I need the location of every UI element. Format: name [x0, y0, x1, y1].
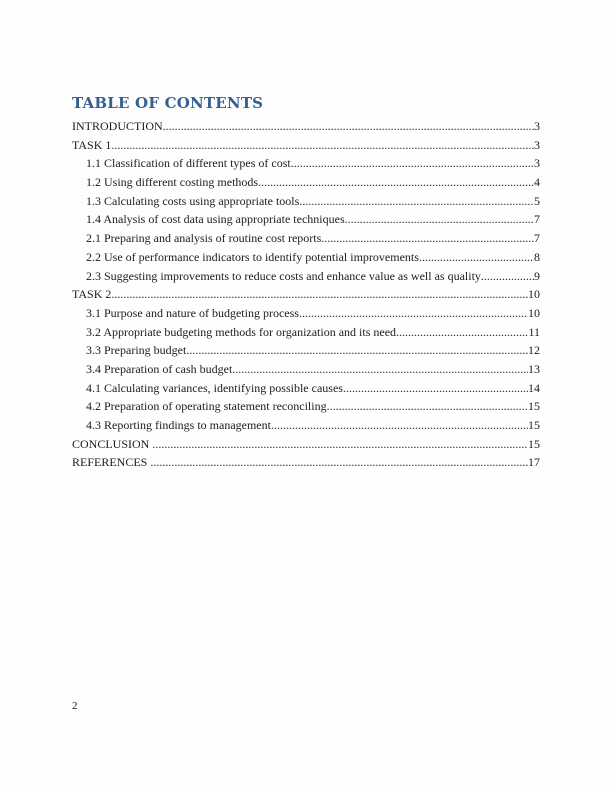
dot-leader — [345, 210, 534, 229]
toc-entry-label: CONCLUSION — [72, 436, 153, 451]
toc-entry-page-number: 14 — [528, 380, 540, 395]
dot-leader — [271, 416, 528, 435]
dot-leader — [111, 136, 534, 155]
dot-leader — [327, 397, 528, 416]
toc-entry-label: 2.3 Suggesting improvements to reduce costs and enhance value as well as quality — [86, 268, 481, 283]
dot-leader — [321, 229, 534, 248]
toc-entry-page-number: 9 — [534, 268, 540, 283]
toc-entry-label: TASK 1 — [72, 137, 112, 152]
toc-entry-page-number: 7 — [534, 212, 540, 227]
dot-leader — [150, 453, 528, 472]
toc-entry[interactable] — [72, 435, 540, 454]
dot-leader — [343, 379, 528, 398]
toc-entry-page-number: 10 — [528, 305, 540, 320]
toc-entry-label: 3.3 Preparing budget — [86, 343, 187, 358]
toc-entry-label: TASK 2 — [72, 287, 112, 302]
toc-entry[interactable] — [72, 154, 540, 173]
toc-entry-label: 2.1 Preparing and analysis of routine cost reports — [86, 231, 322, 246]
dot-leader — [232, 360, 528, 379]
toc-entry[interactable] — [72, 341, 540, 360]
toc-entry[interactable] — [72, 210, 540, 229]
toc-entry-page-number: 15 — [528, 436, 540, 451]
toc-entry-page-number: 12 — [528, 343, 540, 358]
toc-entry-page-number: 15 — [528, 399, 540, 414]
toc-entry[interactable] — [72, 323, 540, 342]
toc-entry-page-number: 8 — [534, 249, 540, 264]
toc-entry-page-number: 4 — [534, 175, 540, 190]
toc-entry[interactable] — [72, 397, 540, 416]
toc-entry-label: 4.2 Preparation of operating statement reconciling — [86, 399, 327, 414]
dot-leader — [163, 117, 534, 136]
toc-entry-label: 3.1 Purpose and nature of budgeting process — [86, 305, 299, 320]
toc-entry[interactable] — [72, 173, 540, 192]
toc-entry-label: 3.4 Preparation of cash budget — [86, 361, 233, 376]
toc-entry-label: 1.2 Using different costing methods — [86, 175, 259, 190]
toc-entry[interactable] — [72, 285, 540, 304]
toc-entry-page-number: 3 — [534, 156, 540, 171]
dot-leader — [291, 154, 534, 173]
toc-entry-label: 4.1 Calculating variances, identifying possible causes — [86, 380, 343, 395]
toc-entry[interactable] — [72, 379, 540, 398]
toc-entry-page-number: 5 — [534, 193, 540, 208]
toc-entry-page-number: 7 — [534, 231, 540, 246]
dot-leader — [396, 323, 528, 342]
toc-entry[interactable] — [72, 360, 540, 379]
toc-entry-page-number: 10 — [528, 287, 540, 302]
dot-leader — [481, 267, 534, 286]
dot-leader — [111, 285, 528, 304]
toc-entry-page-number: 15 — [528, 418, 540, 432]
toc-entry-page-number: 3 — [534, 137, 540, 152]
dot-leader — [152, 435, 528, 454]
footer-page-number: 2 — [72, 700, 78, 712]
toc-entry-page-number: 17 — [528, 455, 540, 470]
dot-leader — [186, 341, 528, 360]
toc-entry[interactable] — [72, 304, 540, 323]
toc-entry-page-number: 13 — [528, 361, 540, 376]
toc-list — [72, 117, 540, 472]
dot-leader — [299, 192, 534, 211]
toc-entry[interactable] — [72, 136, 540, 155]
toc-entry-label: 4.3 Reporting findings to management — [86, 418, 271, 432]
toc-entry[interactable] — [72, 248, 540, 267]
dot-leader — [258, 173, 534, 192]
toc-entry[interactable] — [72, 229, 540, 248]
dot-leader — [419, 248, 534, 267]
toc-entry[interactable] — [72, 192, 540, 211]
toc-entry-label: 1.4 Analysis of cost data using appropriate techniques — [86, 212, 345, 227]
toc-entry[interactable] — [72, 416, 540, 435]
toc-entry-label: 1.3 Calculating costs using appropriate tools — [86, 193, 300, 208]
toc-section — [72, 95, 540, 472]
toc-entry-label: 1.1 Classification of different types of cost — [86, 156, 291, 171]
toc-entry-label: 3.2 Appropriate budgeting methods for organization and its need — [86, 324, 397, 339]
toc-entry-page-number: 11 — [528, 324, 540, 339]
toc-entry-label: INTRODUCTION — [72, 119, 163, 133]
toc-heading: TABLE OF CONTENTS — [72, 94, 264, 112]
toc-entry[interactable] — [72, 267, 540, 286]
dot-leader — [299, 304, 528, 323]
toc-entry[interactable] — [72, 117, 540, 136]
toc-entry-page-number: 3 — [534, 119, 540, 133]
toc-entry-label: REFERENCES — [72, 455, 151, 470]
toc-entry-label: 2.2 Use of performance indicators to identify potential improvements — [86, 249, 419, 264]
toc-entry[interactable] — [72, 453, 540, 472]
